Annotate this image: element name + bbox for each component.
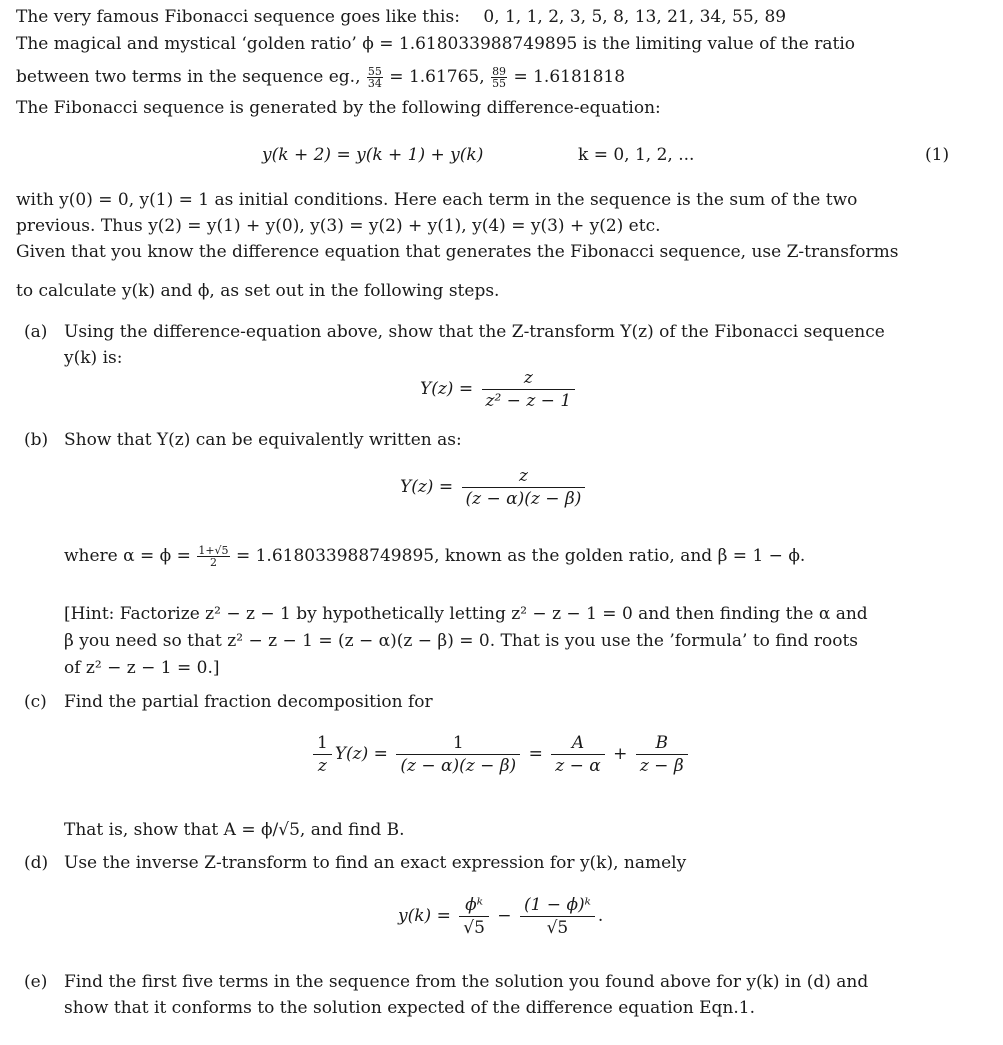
equation-fraction-1: $\frac{1}{(z - \alpha)(z - \beta)}$ <box>396 733 520 776</box>
equation-fraction-1: $\frac{\text{ϕᵏ}}{√5}$ <box>459 895 489 938</box>
equation-lhs: y(k) = <box>398 906 451 926</box>
minus-sign: − <box>497 906 512 926</box>
intro-line-4: The Fibonacci sequence is generated by the following difference-equation: <box>16 98 661 118</box>
part-a-equation <box>420 368 578 411</box>
intro-line-2: The magical and mystical ‘golden ratio’ ϕ = 1.618033988749895 is the limiting value of the ratio <box>16 34 856 54</box>
part-d-line-1: Use the inverse Z-transform to find an exact expression for y(k), namely <box>64 853 687 873</box>
hint-line-2: β you need so that z² − z − 1 = (z − α)(z − β) = 0. That is you use the ’formula’ to find roots <box>64 631 859 651</box>
part-a-line-1: Using the difference-equation above, show that the Z-transform Y(z) of the Fibonacci sequence <box>64 322 885 342</box>
where-text-2: = 1.618033988749895, known as the golden ratio, and β = 1 − ϕ. <box>235 546 806 566</box>
equation-fraction-2: $\frac{\text{(1 − ϕ)ᵏ}}{√5}$ <box>520 895 595 938</box>
hint-line-3: of z² − z − 1 = 0.] <box>64 658 220 678</box>
part-a-label: (a) <box>24 322 48 342</box>
ratio-fraction-1: $\frac{55}{34}$ <box>367 65 382 90</box>
equation-condition: k = 0, 1, 2, ... <box>578 145 695 165</box>
part-c-line-2: That is, show that A = ϕ/√5, and find B. <box>64 820 405 840</box>
difference-equation: y(k + 2) = y(k + 1) + y(k) <box>262 145 484 165</box>
ratio-value-1: = 1.61765, <box>389 67 485 87</box>
one-over-z-fraction: $\frac{1}{z}$ <box>313 733 332 776</box>
body-line-3: Given that you know the difference equation that generates the Fibonacci sequence, use Z-transforms <box>16 242 899 262</box>
part-b-where <box>64 545 805 568</box>
fibonacci-terms: 0, 1, 1, 2, 3, 5, 8, 13, 21, 34, 55, 89 <box>483 7 787 27</box>
part-d-label: (d) <box>24 853 49 873</box>
equation-lhs: Y(z) = <box>420 379 474 399</box>
hint-line-1: [Hint: Factorize z² − z − 1 by hypothetically letting z² − z − 1 = 0 and then finding the α and <box>64 604 868 624</box>
part-c-equation <box>310 733 691 776</box>
plus-sign: + <box>613 744 628 764</box>
part-e-label: (e) <box>24 972 48 992</box>
part-b-line-1: Show that Y(z) can be equivalently written as: <box>64 430 462 450</box>
equation-fraction-3: $\frac{B}{z - \beta}$ <box>636 733 688 776</box>
equation-fraction-2: $\frac{A}{z - \alpha}$ <box>551 733 605 776</box>
equation-number: (1) <box>925 145 950 165</box>
equation-lhs: Y(z) = <box>334 744 388 764</box>
part-e-line-1: Find the first five terms in the sequence from the solution you found above for y(k) in (d) and <box>64 972 869 992</box>
part-a-line-2: y(k) is: <box>64 348 123 368</box>
intro-text: The very famous Fibonacci sequence goes like this: <box>16 7 460 27</box>
part-d-equation <box>398 895 603 938</box>
part-b-equation <box>400 466 588 509</box>
body-line-2: previous. Thus y(2) = y(1) + y(0), y(3) = y(2) + y(1), y(4) = y(3) + y(2) etc. <box>16 216 661 236</box>
equation-fraction: $\frac{z}{(z - \alpha)(z - \beta)}$ <box>462 466 586 509</box>
intro-line-3 <box>16 66 625 89</box>
equation-period: . <box>597 906 604 926</box>
equals-sign: = <box>528 744 543 764</box>
intro-text: between two terms in the sequence eg., <box>16 67 361 87</box>
equation-lhs: Y(z) = <box>400 477 454 497</box>
where-text: where α = ϕ = <box>64 546 191 566</box>
body-line-4: to calculate y(k) and ϕ, as set out in the following steps. <box>16 281 500 301</box>
body-line-1: with y(0) = 0, y(1) = 1 as initial conditions. Here each term in the sequence is the sum of the two <box>16 190 858 210</box>
part-c-label: (c) <box>24 692 47 712</box>
intro-line-1 <box>16 6 786 28</box>
golden-ratio-fraction: $\frac{1+√5}{2}$ <box>198 544 229 569</box>
part-c-line-1: Find the partial fraction decomposition for <box>64 692 433 712</box>
part-e-line-2: show that it conforms to the solution expected of the difference equation Eqn.1. <box>64 998 755 1018</box>
part-b-label: (b) <box>24 430 49 450</box>
ratio-fraction-2: $\frac{89}{55}$ <box>492 65 507 90</box>
ratio-value-2: = 1.6181818 <box>513 67 626 87</box>
equation-fraction: $\frac{z}{\text{z² − z − 1}}$ <box>482 368 576 411</box>
